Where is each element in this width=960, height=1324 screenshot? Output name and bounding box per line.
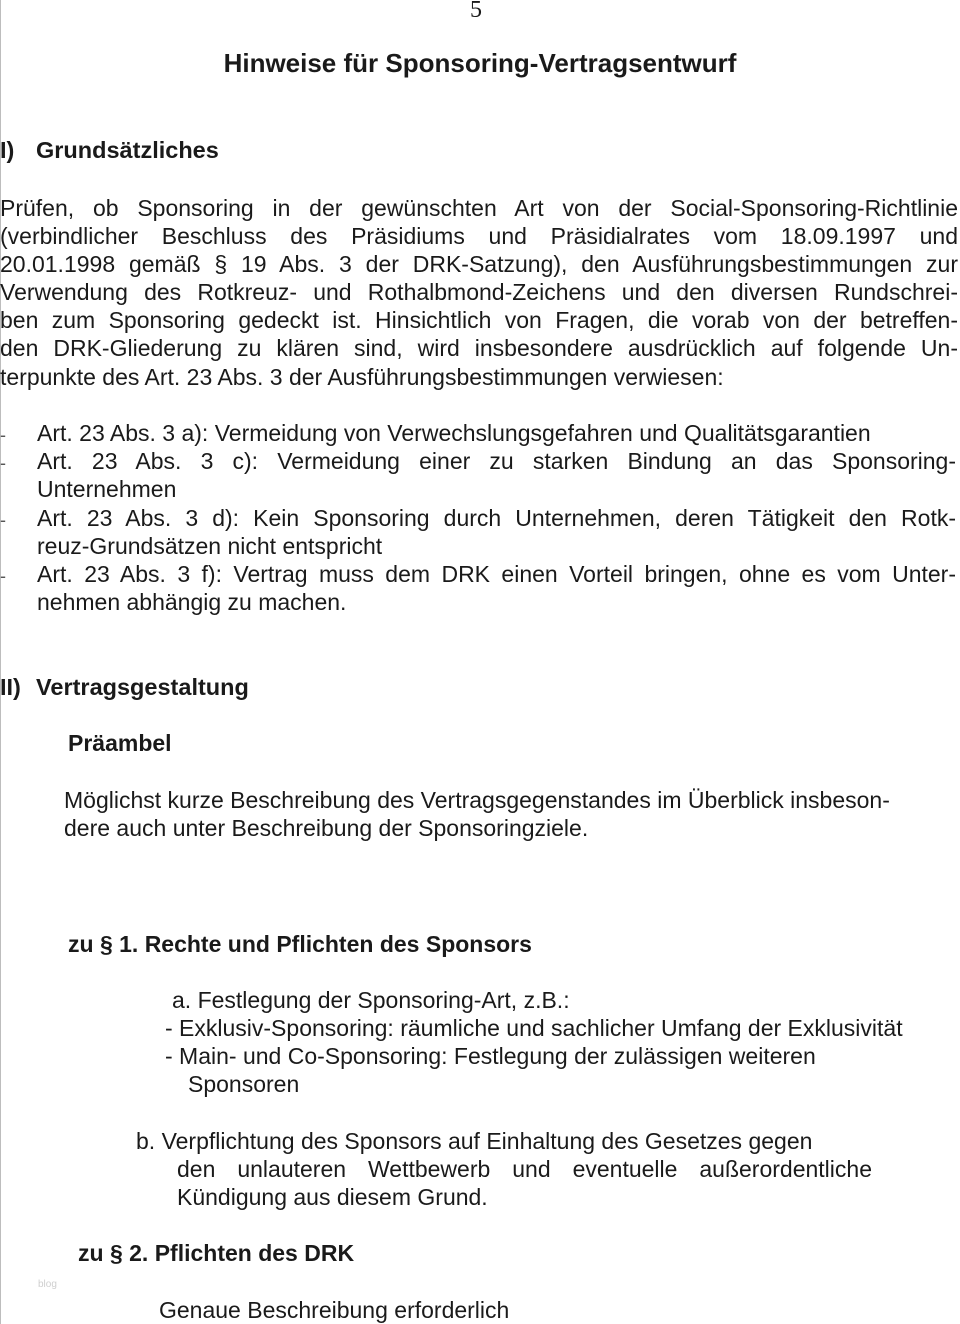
bullet-dash: -: [0, 425, 6, 445]
paragraph-2-text: Genaue Beschreibung erforderlich: [159, 1297, 510, 1323]
sub-item: - Main- und Co-Sponsoring: Festlegung der zulässigen weiteren: [165, 1043, 816, 1069]
section-1-paragraph-line: terpunkte des Art. 23 Abs. 3 der Ausführungsbestimmungen verwiesen:: [0, 364, 724, 390]
preamble-heading: Präambel: [68, 730, 172, 756]
preamble-line: Möglichst kurze Beschreibung des Vertragsgegenstandes im Überblick insbeson-: [64, 787, 890, 813]
sub-item-continuation: Sponsoren: [188, 1071, 300, 1097]
bullet-line: reuz-Grundsätzen nicht entspricht: [37, 533, 383, 559]
section-1-paragraph-line: ben zum Sponsoring gedeckt ist. Hinsichtlich von Fragen, die vorab von der betreffen-: [0, 307, 958, 333]
bullet-line: Art. 23 Abs. 3 f): Vertrag muss dem DRK einen Vorteil bringen, ohne es vom Unter-: [37, 561, 956, 587]
bullet-line: Art. 23 Abs. 3 a): Vermeidung von Verwechslungsgefahren und Qualitätsgarantien: [37, 420, 871, 446]
page-number: 5: [470, 0, 482, 23]
bullet-line: Unternehmen: [37, 476, 177, 502]
section-1-paragraph-line: den DRK-Gliederung zu klären sind, wird insbesondere ausdrücklich auf folgende Un-: [0, 335, 958, 361]
item-b-line: den unlauteren Wettbewerb und eventuelle außerordentliche: [177, 1156, 872, 1182]
watermark: blog: [38, 1279, 57, 1290]
sub-item: - Exklusiv-Sponsoring: räumliche und sachlicher Umfang der Exklusivität: [165, 1015, 903, 1041]
section-1-paragraph-line: Prüfen, ob Sponsoring in der gewünschten Art von der Social-Sponsoring-Richtlinie: [0, 195, 958, 221]
bullet-dash: -: [0, 453, 6, 473]
preamble-line: dere auch unter Beschreibung der Sponsoringziele.: [64, 815, 589, 841]
item-b-line: Kündigung aus diesem Grund.: [177, 1184, 488, 1210]
section-1-title: Grundsätzliches: [36, 137, 219, 163]
bullet-line: Art. 23 Abs. 3 d): Kein Sponsoring durch Unternehmen, deren Tätigkeit den Rotk-: [37, 505, 956, 531]
section-1-paragraph-line: Verwendung des Rotkreuz- und Rothalbmond-Zeichens und den diversen Rundschrei-: [0, 279, 958, 305]
section-1-paragraph-line: (verbindlicher Beschluss des Präsidiums und Präsidialrates vom 18.09.1997 und: [0, 223, 958, 249]
item-a: a. Festlegung der Sponsoring-Art, z.B.:: [172, 987, 570, 1013]
section-2-number: II): [0, 674, 21, 700]
section-2-title: Vertragsgestaltung: [36, 674, 249, 700]
section-1-heading: [0, 136, 219, 164]
bullet-dash: -: [0, 566, 6, 586]
section-2-heading: [0, 673, 249, 701]
document-title: Hinweise für Sponsoring-Vertragsentwurf: [223, 48, 737, 78]
section-1-paragraph-line: 20.01.1998 gemäß § 19 Abs. 3 der DRK-Satzung), den Ausführungsbestimmungen zur: [0, 251, 958, 277]
section-1-number: I): [0, 137, 15, 163]
bullet-line: Art. 23 Abs. 3 c): Vermeidung einer zu starken Bindung an das Sponsoring-: [37, 448, 956, 474]
paragraph-1-heading: zu § 1. Rechte und Pflichten des Sponsors: [68, 931, 532, 957]
bullet-dash: -: [0, 510, 6, 530]
bullet-line: nehmen abhängig zu machen.: [37, 589, 347, 615]
paragraph-2-heading: zu § 2. Pflichten des DRK: [78, 1240, 355, 1266]
item-b-line: b. Verpflichtung des Sponsors auf Einhaltung des Gesetzes gegen: [136, 1128, 813, 1154]
